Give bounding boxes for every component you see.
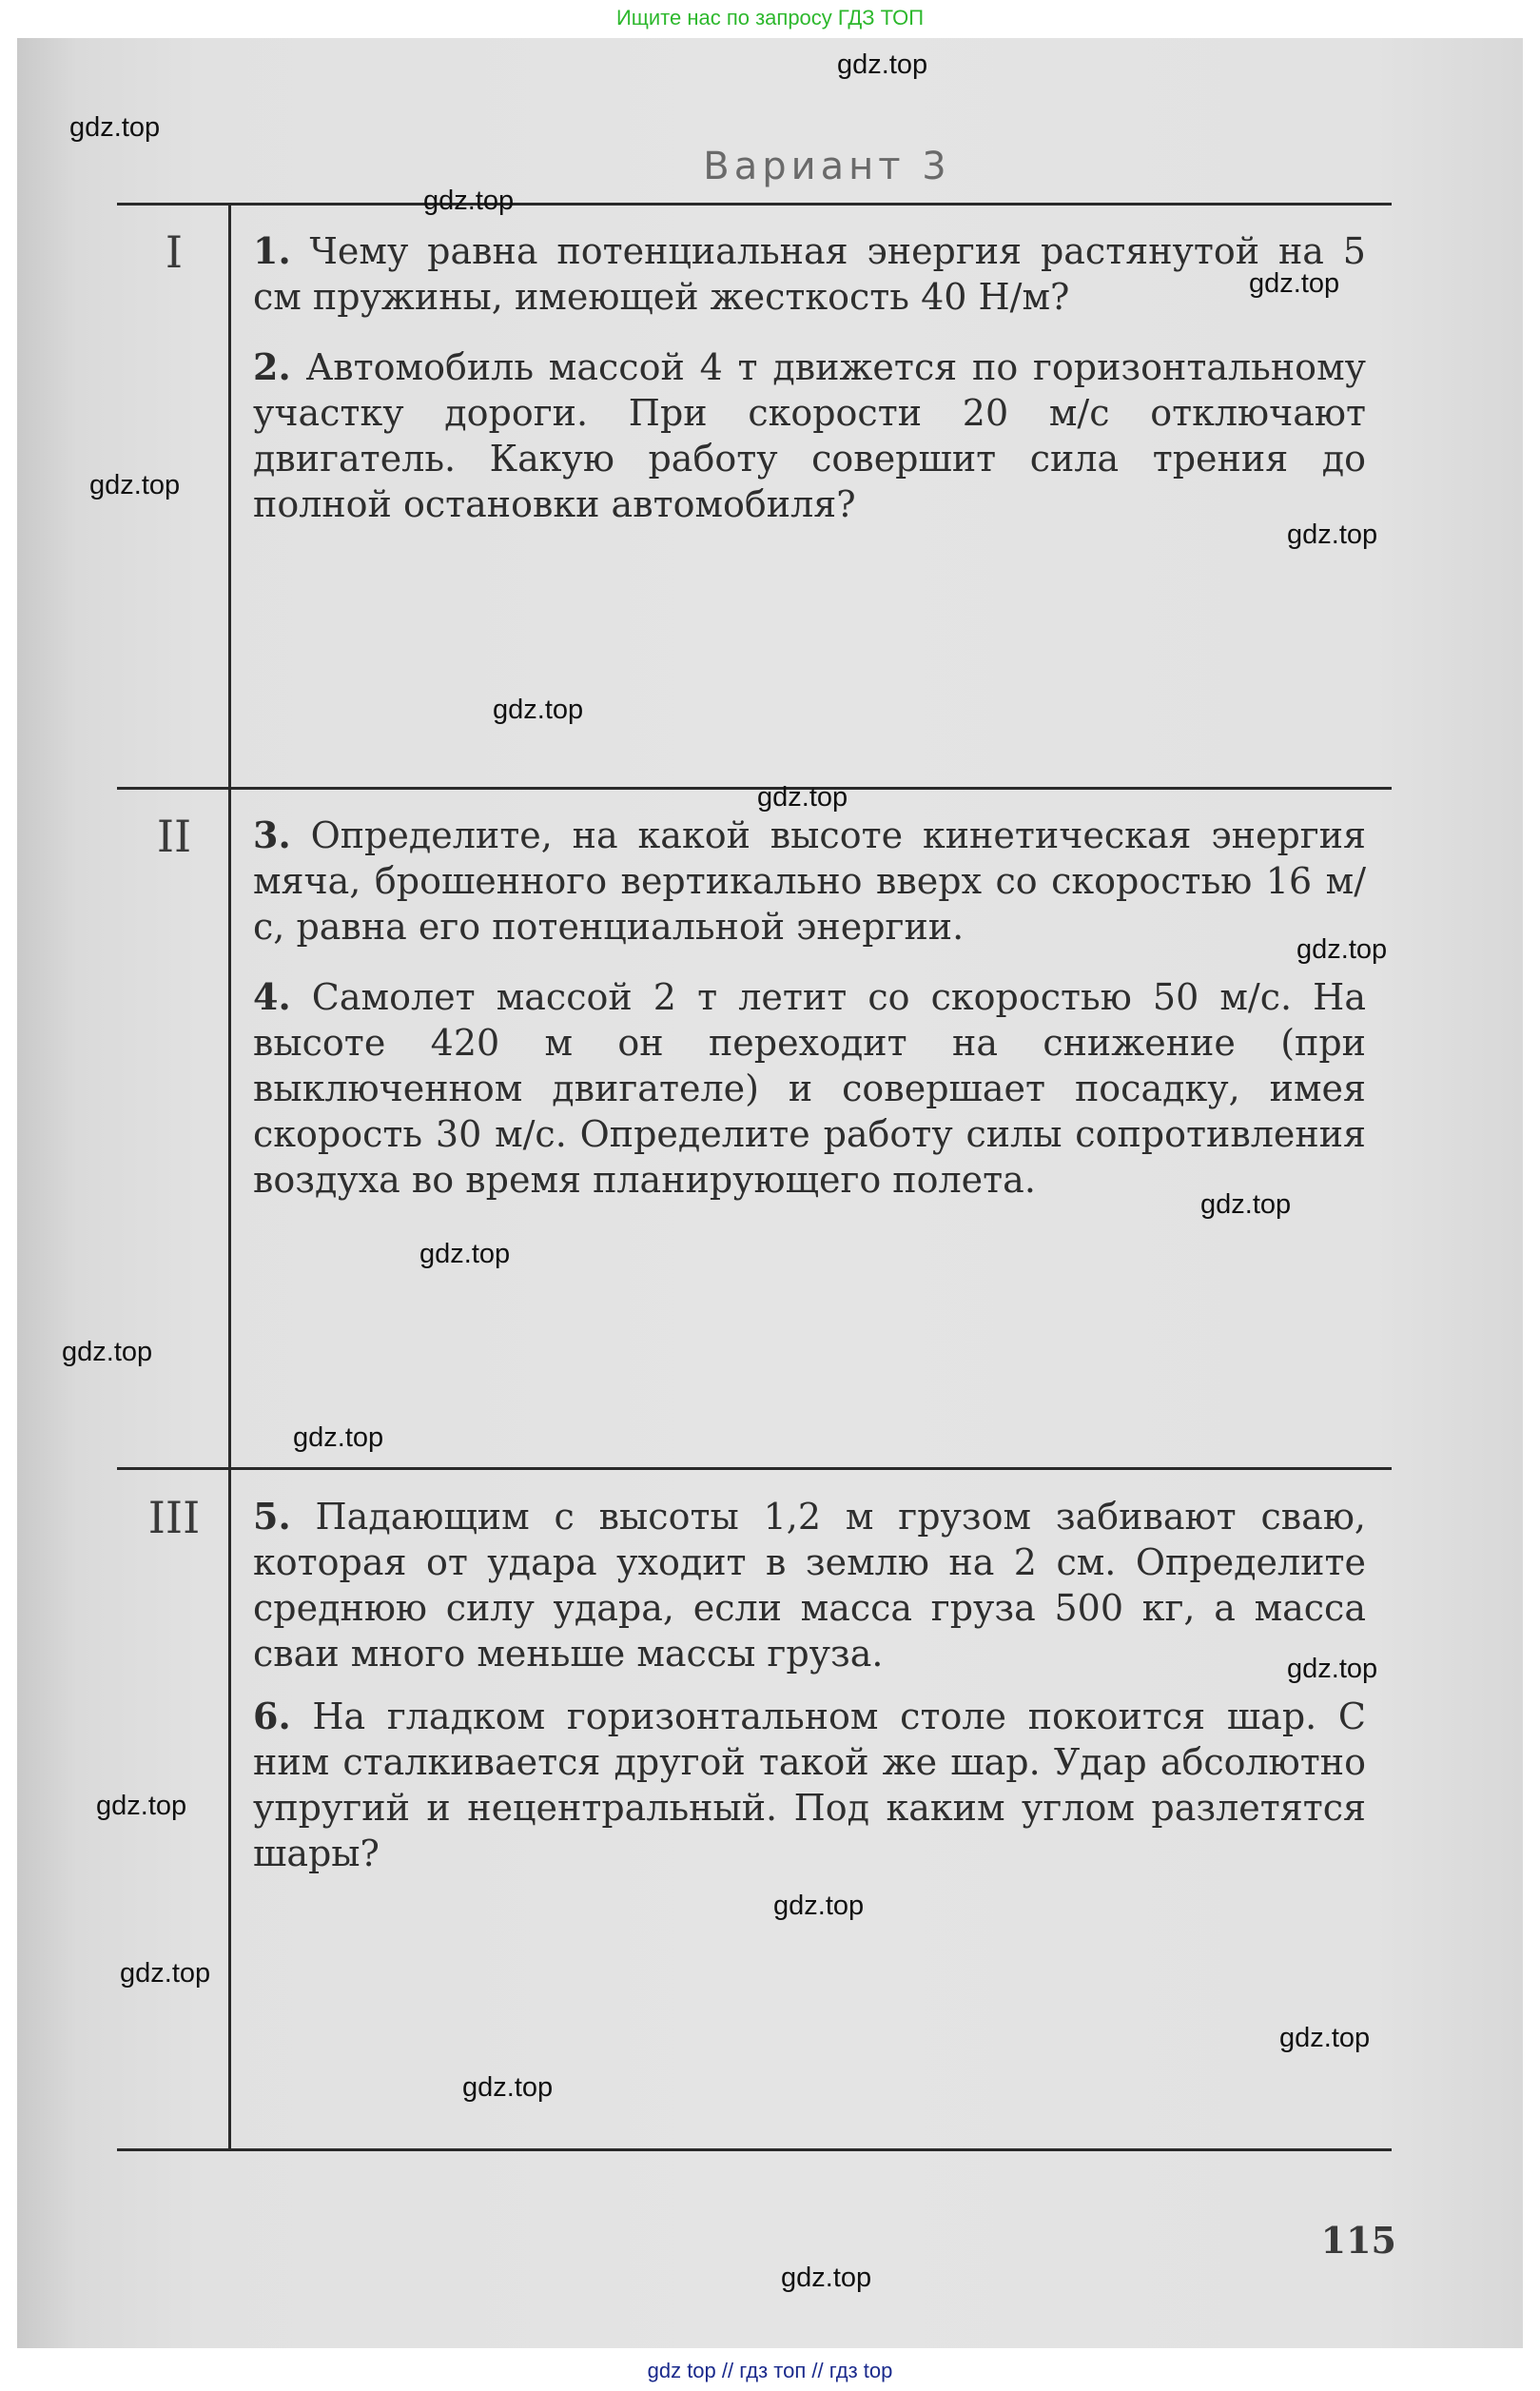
watermark: gdz.top: [89, 470, 181, 500]
variant-title: Вариант 3: [703, 145, 951, 188]
column-divider: [228, 203, 231, 2150]
table-divider: [117, 787, 1392, 790]
task-item: [253, 344, 1366, 527]
task-item: [253, 813, 1366, 950]
watermark: gdz.top: [1287, 519, 1378, 550]
level-label: II: [156, 811, 192, 862]
task-text: Определите, на какой высоте кинетическая энергия мяча, брошенного вертикально вверх со скоростью 16 м/с, равна его потенциальной энергии.: [253, 814, 1366, 948]
level-label: III: [147, 1492, 201, 1543]
watermark: gdz.top: [419, 1239, 511, 1269]
task-item: [253, 974, 1366, 1203]
top-banner-link[interactable]: Ищите нас по запросу ГДЗ ТОП: [615, 6, 925, 29]
watermark: gdz.top: [1296, 934, 1388, 965]
level-label: I: [165, 226, 184, 278]
textbook-page: [17, 38, 1523, 2348]
watermark: gdz.top: [69, 112, 161, 143]
watermark: gdz.top: [423, 186, 515, 216]
table-divider: [117, 1467, 1392, 1470]
watermark: gdz.top: [96, 1791, 187, 1821]
watermark: gdz.top: [62, 1337, 153, 1367]
watermark: gdz.top: [120, 1958, 211, 1989]
task-item: [253, 1494, 1366, 1676]
watermark: gdz.top: [493, 695, 584, 725]
task-text: Автомобиль массой 4 т движется по горизонтальному участку дороги. При скорости 20 м/с отключают двигатель. Какую работу совершит сила трения до полной остановки автомобиля?: [253, 346, 1366, 525]
page-number: 115: [1320, 2219, 1396, 2262]
task-number: 2.: [253, 345, 291, 388]
task-number: 6.: [253, 1695, 291, 1737]
task-text: Самолет массой 2 т летит со скоростью 50 м/с. На высоте 420 м он переходит на снижение (при выключенном двигателе) и совершает посадку, имея скорость 30 м/с. Определите работу силы сопротивления воздуха во время планирующего полета.: [253, 976, 1366, 1201]
watermark: gdz.top: [462, 2072, 554, 2103]
watermark: gdz.top: [781, 2263, 872, 2293]
watermark: gdz.top: [1249, 268, 1340, 299]
watermark: gdz.top: [1279, 2023, 1371, 2053]
watermark: gdz.top: [1287, 1654, 1378, 1684]
table-divider: [117, 203, 1392, 206]
task-text: Чему равна потенциальная энергия растянутой на 5 см пружины, имеющей жесткость 40 Н/м?: [253, 230, 1366, 318]
task-text: Падающим с высоты 1,2 м грузом забивают сваю, которая от удара уходит в землю на 2 см. Определите среднюю силу удара, если масса груза 500 кг, а масса сваи много меньше массы груза.: [253, 1496, 1366, 1675]
task-number: 4.: [253, 975, 291, 1018]
task-item: [253, 228, 1366, 320]
task-text: На гладком горизонтальном столе покоится шар. С ним сталкивается другой такой же шар. Удар абсолютно упругий и нецентральный. Под каким углом разлетятся шары?: [253, 1695, 1366, 1874]
table-divider: [117, 2148, 1392, 2151]
watermark: gdz.top: [293, 1422, 384, 1453]
task-number: 1.: [253, 229, 291, 272]
task-item: [253, 1694, 1366, 1876]
watermark: gdz.top: [773, 1891, 865, 1921]
watermark: gdz.top: [757, 782, 848, 813]
watermark: gdz.top: [1200, 1189, 1292, 1220]
task-number: 3.: [253, 813, 291, 856]
bottom-banner-link[interactable]: gdz top // гдз топ // гдз top: [647, 2359, 893, 2382]
watermark: gdz.top: [837, 49, 928, 80]
task-number: 5.: [253, 1495, 291, 1538]
